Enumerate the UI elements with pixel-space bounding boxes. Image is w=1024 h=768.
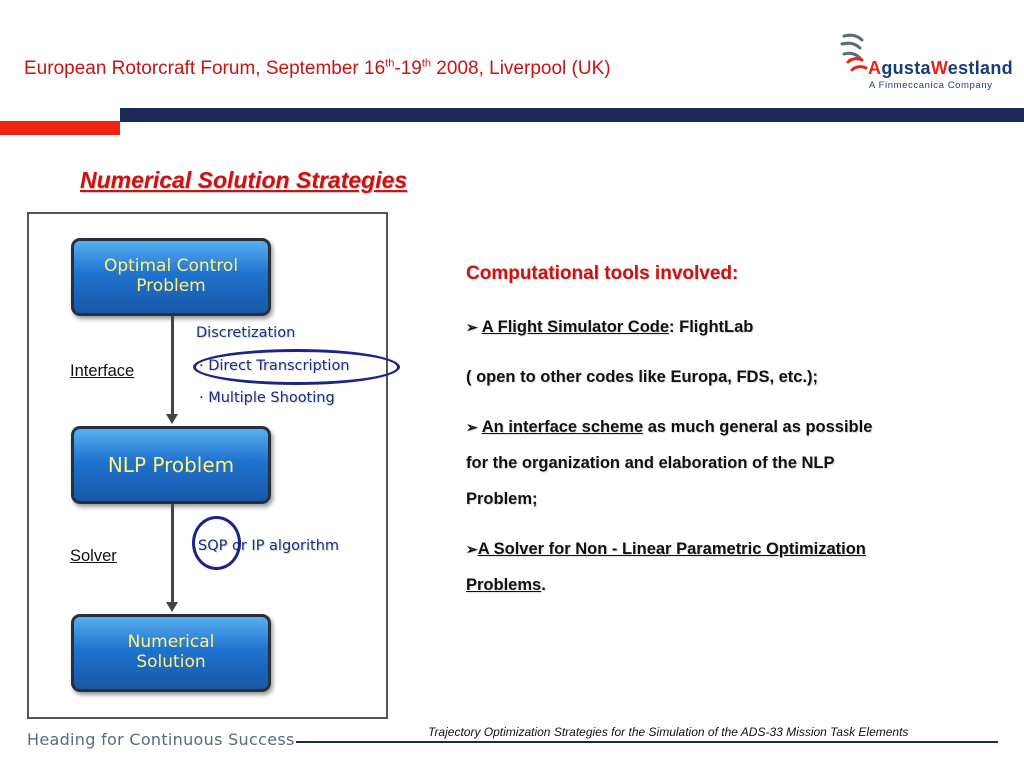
solver-link[interactable]: A Solver for Non - Linear Parametric Optimization <box>477 540 866 558</box>
rhs-item-solver <box>466 540 866 559</box>
node-label: NLP Problem <box>107 452 235 477</box>
arrowhead-bullet-icon: ➢ <box>466 541 478 557</box>
rhs-item-line: for the organization and elaboration of the NLP <box>466 454 835 472</box>
node-label <box>128 633 215 672</box>
node-label-line: Optimal Control <box>103 256 239 277</box>
interface-label: Interface <box>70 362 135 380</box>
node-label-line: Solution <box>136 652 206 672</box>
arrow-down-icon <box>166 414 178 424</box>
logo-letters: estland <box>947 58 1013 78</box>
footer-note: Trajectory Optimization Strategies for the Simulation of the ADS-33 Mission Task Elements <box>428 725 909 739</box>
header-title <box>24 58 611 80</box>
rhs-item-interface-scheme <box>466 418 872 437</box>
node-label-line: Numerical <box>127 632 215 653</box>
node-label-line: Problem <box>136 276 206 296</box>
discretization-label: Discretization <box>196 325 296 341</box>
solver-label: Solver <box>70 547 117 565</box>
header-title-part: 2008, Liverpool (UK) <box>431 58 611 79</box>
connector-line <box>171 316 174 416</box>
footer-slogan: Heading for Continuous Success <box>27 730 295 749</box>
connector-line <box>171 504 174 604</box>
logo-wordmark <box>868 58 1013 79</box>
rhs-text: . <box>541 576 546 594</box>
bullet-icon: · <box>199 390 204 406</box>
node-nlp-problem <box>71 426 271 504</box>
logo-letter: W <box>930 58 948 78</box>
flight-simulator-link[interactable]: A Flight Simulator Code <box>481 318 670 336</box>
interface-scheme-link[interactable]: An interface scheme <box>481 418 644 436</box>
arrowhead-bullet-icon: ➢ <box>466 319 478 335</box>
rhs-item-flight-simulator <box>466 318 753 337</box>
rhs-heading: Computational tools involved: <box>466 263 739 284</box>
header-title-sup: th <box>385 57 395 70</box>
header-title-sup: th <box>421 57 432 70</box>
node-optimal-control-problem <box>71 238 271 316</box>
slide-title: Numerical Solution Strategies <box>80 167 408 193</box>
highlight-circle <box>192 516 241 570</box>
footer-divider <box>296 741 998 743</box>
rhs-item-line: Problem; <box>466 490 538 508</box>
header-bar-red <box>0 121 120 135</box>
logo-letters: gusta <box>881 58 931 78</box>
node-label <box>104 257 238 296</box>
header-title-part: European Rotorcraft Forum, September 16 <box>24 58 386 79</box>
bullet-icon: · <box>199 358 204 374</box>
solver-link[interactable]: Problems <box>466 576 542 594</box>
method-multiple-shooting <box>199 390 335 406</box>
logo-letter: A <box>868 58 882 78</box>
solver-algorithm-label: SQP or IP algorithm <box>198 538 340 554</box>
rhs-text: as much general as possible <box>643 418 873 436</box>
rhs-item-line <box>466 576 546 595</box>
logo-subtitle: A Finmeccanica Company <box>869 80 993 91</box>
arrowhead-bullet-icon: ➢ <box>466 419 478 435</box>
arrow-down-icon <box>166 602 178 612</box>
node-numerical-solution <box>71 614 271 692</box>
header-title-part: -19 <box>394 58 422 79</box>
method-label: Direct Transcription <box>208 358 350 374</box>
highlight-ellipse <box>193 349 400 385</box>
method-label: Multiple Shooting <box>208 390 335 406</box>
rhs-text: : FlightLab <box>669 318 754 336</box>
rhs-item-note: ( open to other codes like Europa, FDS, etc.); <box>466 368 819 386</box>
header-bar-navy <box>120 108 1024 122</box>
